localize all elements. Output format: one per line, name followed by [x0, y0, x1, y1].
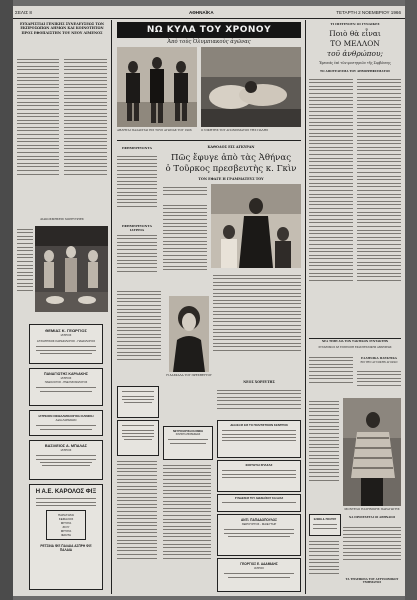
right-text	[309, 538, 339, 588]
right-deck: Ἐρευνάς ἐπὶ τῶν φοιτητριῶν τῆς Σορβόννης	[319, 61, 391, 65]
story-text	[163, 202, 207, 288]
ad-clinic	[29, 410, 103, 436]
ad-karolos-fix	[29, 484, 103, 590]
dancers-photo-image	[35, 226, 108, 312]
ad-role: ΑΞΙΑ ΛΑΡΑΚΙΩΝ	[55, 418, 77, 422]
sidecol-heading-2: ΕΦΗΜΕΡΕΥΟΝΤΑ ΙΑΤΡΕΙΑ	[122, 224, 152, 232]
right-kicker: ΤΙ ΠΙΣΤΕΥΟΥΝ ΟΙ ΓΥΝΑΙΚΕΣ	[330, 22, 380, 26]
right-text	[343, 524, 401, 574]
ad-name: ΕΛΕΝΗ Δ. ΠΟΛΙΤΟΥ	[313, 518, 337, 521]
sidecol-heading: ΕΦΗΜΕΡΕΥΟΝΤΑ	[122, 146, 152, 150]
left-photo-caption: ΔΙΑΚΟΣΜΗΣΕΙΣ ΧΟΡΕΥΤΡΙΕΣ	[40, 217, 84, 221]
box1-text	[217, 387, 301, 417]
newspaper-page	[13, 6, 405, 596]
masthead: ΑΘΗΝΑΪΚΑ	[189, 10, 214, 15]
ad-line: ΑΓΧΙΑΤΡΙΚΟΣ ΚΑΡΔΙΟΛΟΓΟΣ - ΠΑΘΟΛΟΓΟΣ	[36, 339, 96, 343]
association-notice	[217, 494, 301, 512]
box-heading: ΦΟΙΤΗΤΑΙ ΣΠΑΣΑΣ	[245, 463, 273, 467]
knitwear-model-image	[343, 398, 401, 506]
story-headline-1: Πῶς ἔφυγε ἀπὸ τὰς Ἀθήνας	[170, 153, 292, 163]
left-text-block	[17, 226, 33, 312]
ad-product: ΖΙΟΥ	[62, 525, 70, 529]
story-text	[163, 184, 207, 198]
ad-role: ΚΙΝΗΣΗ ΑΠΟΘΕΣΕΩΣ	[175, 433, 201, 436]
ad-product: ΠΑΡΑΓΩΓΑΙ	[57, 513, 75, 517]
right-mid-heading: ΝΕΑ ΤΙΜΗ ΔΙΑ ΤΟΝ ΤΑΚΤΙΚΟΝ ΣΥΝΤΑΚΤΗΝ	[321, 340, 389, 343]
ad-balas	[29, 440, 103, 480]
box-heading: ΔΙΑΛΕΞΙΣ ΕΙΣ ΤΟ ΠΟΛΙΤΙΣΤΙΚΟΝ ΚΕΝΤΡΟΝ	[230, 423, 288, 427]
woman-portrait-photo	[169, 296, 209, 372]
ad-papadopoulos	[217, 514, 301, 556]
right-headline-3: τοῦ ἀνθρώπου;	[327, 49, 383, 58]
knitwear-model-photo	[343, 398, 401, 506]
story-text	[213, 272, 301, 372]
right-text	[357, 76, 401, 336]
right-bottom-sub: ΤΑ ΤΗΛΕΦΩΝΑ ΤΟΥ ΑΣΤΥΝΟΜΙΚΟΥ ΤΜΗΜΑΤΟΣ	[345, 578, 399, 584]
lecture-notice	[217, 420, 301, 458]
ad-neurology	[163, 426, 213, 460]
ad-name: ΠΑΝΑΓΙΩΤΗΣ ΚΑΡΛΑΚΗΣ	[43, 372, 89, 376]
wrestlers-photo-right-image	[201, 47, 301, 127]
right-sub-kicker: ΤΟ ΑΠΟΤΕΛΕΣΜΑ ΤΟΥ ΔΗΜΟΨΗΦΙΣΜΑΤΟΣ	[320, 69, 390, 73]
right-headline-1: Ποιὸ θὰ εἶναι	[329, 29, 381, 38]
sidecol-text	[117, 288, 161, 380]
sidecol-text	[117, 232, 157, 282]
ad-name: ΑΝΤΙ. ΠΑΠΑΔΟΠΟΥΛΟΣ	[240, 518, 278, 522]
ad-product: ΜΠΥΡΑ	[60, 529, 72, 533]
head-rule	[13, 18, 405, 19]
woman-portrait-image	[169, 296, 209, 372]
right-rule	[309, 338, 401, 339]
small-ad	[117, 420, 159, 456]
sidecol-text	[117, 153, 157, 221]
banner-subtitle: Ἀπὸ τοὺς Ὀλυμπιακοὺς ἀγῶνας	[167, 39, 251, 45]
left-column	[17, 22, 107, 35]
right-text	[309, 354, 353, 394]
ad-politou	[309, 514, 341, 536]
ad-products	[46, 510, 86, 540]
ad-name: ΒΑΣΙΛΕΙΟΣ Α. ΜΠΑΛΑΣ	[44, 444, 88, 448]
right-text	[309, 398, 339, 508]
ad-line: ΠΑΘΟΛΟΓΟΣ - ΠΝΕΥΜΟΝΟΛΟΓΟΣ	[44, 381, 88, 384]
wrestlers-photo-left	[117, 47, 197, 127]
right-low-sub: ΕΙΣ ΤΗΝ ΑΓΓΛΙΚΗΝ ΑΓΟΡΑΝ	[360, 361, 398, 364]
left-top-heading: ΕΥΧΑΡΙΣΤΙΑΙ ΓΕΝΙΚΗΣ ΣΥΝΕΛΕΥΣΕΩΣ ΤΩΝ ΕΚΠΡΟΣΩΠΩΝ ΔΗΜΩΝ ΚΑΙ ΚΟΙΝΟΤΗΤΩΝ ΠΡΟΣ ΕΦΟΠΛΙΣΤΗΝ ΤΟΥ ΝΕΟΥ ΛΙΜΕΝΟΣ	[19, 22, 105, 35]
right-low-heading: ΕΛΛΗΝΙΚΑ ΠΛΕΚΤΙΚΑ	[361, 356, 397, 360]
right-scan-gutter	[405, 0, 417, 600]
ad-title: Η Α.Ε. ΚΑΡΟΛΟΣ ΦΙΞ	[35, 489, 97, 495]
story-kicker: ΚΑΘΟΔΟΣ ΕΙΣ ΑΓΚΥΡΑΝ	[207, 145, 255, 149]
ad-role: ΙΑΤΡΟΣ	[60, 448, 72, 452]
dancers-photo	[35, 226, 108, 312]
column-rule	[111, 20, 112, 594]
column-rule	[305, 20, 306, 594]
ad-adamidis	[217, 558, 301, 592]
folio: ΣΕΛΙΣ 8	[15, 10, 32, 15]
right-text	[309, 76, 353, 336]
model-photo-caption: ΜΟΝΤΕΛΟ ΕΛΛΗΝΙΚΗΣ ΠΑΡΑΓΩΓΗΣ	[344, 507, 400, 511]
ad-name: ΘΕΜΙΑΣ Κ. ΓΕΩΡΓΙΟΣ	[45, 328, 87, 333]
photo-caption-left: ΑΘΛΗΤΑΙ ΠΑΛΑΙΣΤΑΙ ΕΙΣ ΤΟΥΣ ΑΓΩΝΑΣ ΤΟΥ 1906	[117, 128, 192, 132]
ad-role: ΙΑΤΡΟΣ	[60, 333, 72, 337]
left-text-block	[17, 56, 59, 206]
left-text-block	[64, 56, 107, 206]
students-notice	[217, 460, 301, 492]
right-bottom-heading: ΝΑ ΠΡΟΣΕΧΕΤΑΙ ΟΙ ΑΘΗΝΑΙΟΙ	[349, 516, 395, 519]
story-headline-2: ὁ Τοῦρκος πρεσβευτὴς κ. Γκὶν	[165, 164, 297, 174]
small-ad	[117, 386, 159, 418]
center-text	[163, 462, 211, 588]
ambassador-photo-image	[211, 184, 301, 268]
ad-role: ΙΑΤΡΟΣ	[254, 566, 264, 570]
section-banner: ΝΩ ΚΥΛΑ ΤΟΥ ΧΡΟΝΟΥ	[117, 22, 301, 38]
ad-product: ΚΕΦΑΛΟΣ	[58, 517, 74, 521]
ad-role: ΧΕΙΡΟΥΡΓΟΣ - ΜΑΙΕΥΤΗΡ	[241, 522, 277, 526]
small-ads-text	[117, 458, 157, 588]
right-mid-sub: ΣΥΝΔΕΣΜΟΣ ΔΕ ΕΠΙΤΡΟΠΗ ΕΡΑΣΙΤΕΧΝΙΚΗΣ ΑΘΛΗΣΕΩΣ	[318, 346, 392, 349]
ad-role: ΙΑΤΡΟΣ	[60, 376, 72, 380]
ad-product: ΦΑΝΤΑ	[60, 533, 72, 537]
section-rule	[117, 140, 301, 141]
ad-name: ΙΑΤΡΕΙΟΝ ΟΦΘΑΛΜΟΛΟΓΙΚΗ ΚΛΙΝΙΚΗ	[38, 414, 94, 418]
portrait-caption: Η ΔΑΣΚΑΛΑ ΤΟΥ ΠΡΕΣΒΕΥΤΟΥ	[166, 373, 212, 377]
story-deck: ΤΟΝ ΕΦΑΓΕ Η ΓΡΑΜΜΑΤΕΥΣ ΤΟΥ	[198, 177, 264, 181]
wrestlers-photo-left-image	[117, 47, 197, 127]
ad-karlakis	[29, 368, 103, 406]
ad-themias	[29, 324, 103, 364]
photo-caption-right: Ο ΝΙΚΗΤΗΣ ΤΟΥ ΑΓΩΝΙΣΜΑΤΟΣ ΤΗΣ ΠΑΛΗΣ	[201, 128, 269, 132]
issue-date: ΤΕΤΑΡΤΗ 2 ΝΟΕΜΒΡΙΟΥ 1966	[336, 10, 401, 15]
running-head	[13, 8, 405, 18]
wrestlers-photo-right	[201, 47, 301, 127]
box1-heading: ΝΕΟΣ ΧΟΡΕΥΤΗΣ	[243, 380, 275, 384]
ad-name: ΓΕΩΡΓΙΟΣ Ε. ΑΔΑΜΙΔΗΣ	[240, 562, 278, 566]
ad-footer: ΡΕΤΣΙΝΑ ΦΙΞ ΠΑΛΑΙΑ ΑΣΠΡΗ ΦΙΞ ΠΑΛΑΙΑ	[40, 544, 92, 552]
ad-product: ΜΠΥΡΑ	[60, 521, 72, 525]
right-headline-2: ΤΟ ΜΕΛΛΟΝ	[330, 39, 380, 48]
left-scan-gutter	[0, 0, 13, 600]
right-text	[357, 368, 401, 394]
ad-name: ΝΕΥΡΟΛΟΓΙΚΗ ΚΛΙΝΙΚΗ	[172, 430, 204, 433]
ambassador-photo	[211, 184, 301, 268]
box-heading: ΣΥΝΔΕΣΕΙΣ ΤΟΥ ΑΘΗΝΑΪΚΟΥ ΚΑΙ ΔΙΑΣ	[234, 497, 284, 500]
